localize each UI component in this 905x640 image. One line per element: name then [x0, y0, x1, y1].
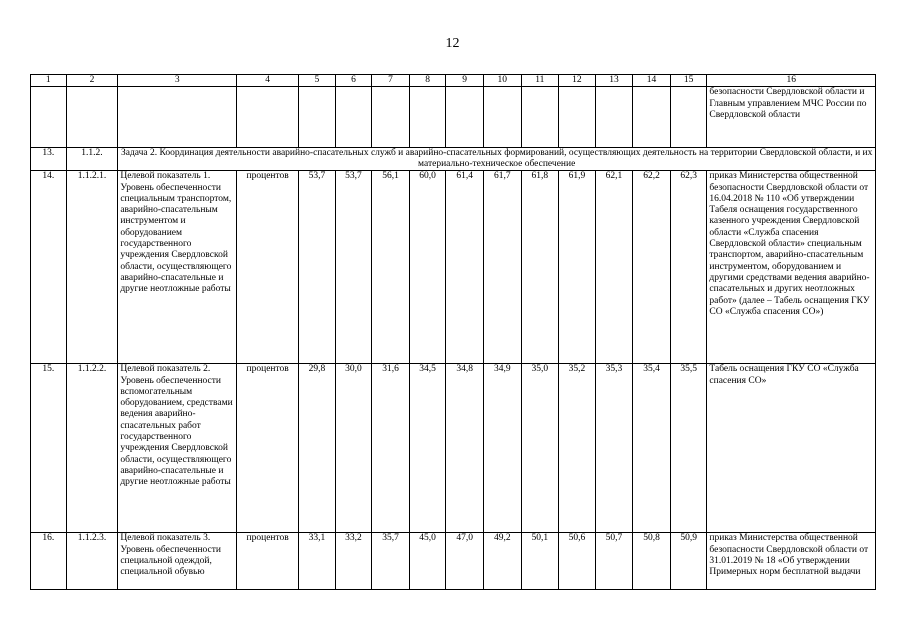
task-row	[31, 148, 876, 171]
row-number-cell: 13.	[31, 148, 67, 171]
header-cell: 15	[670, 75, 707, 87]
value-cell: 60,0	[409, 171, 446, 364]
value-cell: 62,1	[595, 171, 633, 364]
header-cell: 5	[299, 75, 336, 87]
empty-cell	[595, 87, 633, 148]
value-cell: 62,2	[633, 171, 671, 364]
value-cell: 31,6	[372, 364, 410, 533]
row-number-cell: 15.	[31, 364, 67, 533]
value-cell: 50,1	[521, 533, 559, 590]
value-cell: 61,4	[446, 171, 484, 364]
source-cell: безопасности Свердловской области и Главным управлением МЧС России по Свердловской области	[707, 87, 876, 148]
continuation-row	[31, 87, 876, 148]
source-cell: приказ Министерства общественной безопасности Свердловской области от 16.04.2018 № 110 «Об утверждении Табеля оснащения государственного казенного учреждения Свердловской области «Служба спасения Свердловской области» специальным транспортом, аварийно-спасательным инструментом, оборудованием и другими средствами ведения аварийно-спасательных и других неотложных работ» (далее – Табель оснащения ГКУ СО «Служба спасения СО»)	[707, 171, 876, 364]
header-cell: 7	[372, 75, 410, 87]
value-cell: 29,8	[299, 364, 336, 533]
unit-cell: процентов	[237, 171, 299, 364]
row-code-cell: 1.1.2.	[66, 148, 118, 171]
row-code-cell: 1.1.2.1.	[66, 171, 118, 364]
value-cell: 50,9	[670, 533, 707, 590]
value-cell: 34,9	[483, 364, 521, 533]
empty-cell	[372, 87, 410, 148]
empty-cell	[118, 87, 237, 148]
indicator-cell: Целевой показатель 1. Уровень обеспеченности специальным транспортом, аварийно-спасательным инструментом и оборудованием государственного учреждения Свердловской области, осуществляющего аварийно-спасательные и другие неотложные работы	[118, 171, 237, 364]
value-cell: 50,8	[633, 533, 671, 590]
empty-cell	[559, 87, 596, 148]
empty-cell	[521, 87, 559, 148]
unit-cell: процентов	[237, 533, 299, 590]
row-number-cell: 16.	[31, 533, 67, 590]
value-cell: 35,2	[559, 364, 596, 533]
empty-cell	[483, 87, 521, 148]
value-cell: 47,0	[446, 533, 484, 590]
header-cell: 14	[633, 75, 671, 87]
value-cell: 61,8	[521, 171, 559, 364]
header-cell: 2	[66, 75, 118, 87]
value-cell: 35,3	[595, 364, 633, 533]
header-cell: 4	[237, 75, 299, 87]
row-code-cell: 1.1.2.3.	[66, 533, 118, 590]
value-cell: 53,7	[299, 171, 336, 364]
empty-cell	[446, 87, 484, 148]
value-cell: 45,0	[409, 533, 446, 590]
indicators-table	[30, 74, 876, 590]
empty-cell	[299, 87, 336, 148]
value-cell: 35,7	[372, 533, 410, 590]
empty-cell	[31, 87, 67, 148]
value-cell: 56,1	[372, 171, 410, 364]
page-number: 12	[445, 36, 460, 51]
value-cell: 61,9	[559, 171, 596, 364]
table-row	[31, 533, 876, 590]
empty-cell	[335, 87, 372, 148]
value-cell: 49,2	[483, 533, 521, 590]
indicator-cell: Целевой показатель 3. Уровень обеспеченности специальной одеждой, специальной обувью	[118, 533, 237, 590]
header-cell: 11	[521, 75, 559, 87]
value-cell: 61,7	[483, 171, 521, 364]
value-cell: 33,2	[335, 533, 372, 590]
header-cell: 6	[335, 75, 372, 87]
row-number-cell: 14.	[31, 171, 67, 364]
value-cell: 35,5	[670, 364, 707, 533]
value-cell: 35,0	[521, 364, 559, 533]
empty-cell	[670, 87, 707, 148]
value-cell: 34,5	[409, 364, 446, 533]
value-cell: 53,7	[335, 171, 372, 364]
empty-cell	[633, 87, 671, 148]
value-cell: 62,3	[670, 171, 707, 364]
header-row	[31, 75, 876, 87]
empty-cell	[66, 87, 118, 148]
indicator-cell: Целевой показатель 2. Уровень обеспеченности вспомогательным оборудованием, средствами ведения аварийно-спасательных работ государственного учреждения Свердловской области, осуществляющего аварийно-спасательные и другие неотложные работы	[118, 364, 237, 533]
value-cell: 50,6	[559, 533, 596, 590]
table-row	[31, 171, 876, 364]
row-code-cell: 1.1.2.2.	[66, 364, 118, 533]
header-cell: 13	[595, 75, 633, 87]
value-cell: 35,4	[633, 364, 671, 533]
value-cell: 50,7	[595, 533, 633, 590]
header-cell: 12	[559, 75, 596, 87]
empty-cell	[409, 87, 446, 148]
header-cell: 3	[118, 75, 237, 87]
header-cell: 10	[483, 75, 521, 87]
header-cell: 8	[409, 75, 446, 87]
value-cell: 34,8	[446, 364, 484, 533]
table-row	[31, 364, 876, 533]
header-cell: 16	[707, 75, 876, 87]
unit-cell: процентов	[237, 364, 299, 533]
source-cell: приказ Министерства общественной безопасности Свердловской области от 31.01.2019 № 18 «Об утверждении Примерных норм бесплатной выдачи	[707, 533, 876, 590]
task-title-cell: Задача 2. Координация деятельности аварийно-спасательных служб и аварийно-спасательных формирований, осуществляющих деятельность на территории Свердловской области, и их материально-техническое обеспечение	[118, 148, 876, 171]
value-cell: 33,1	[299, 533, 336, 590]
source-cell: Табель оснащения ГКУ СО «Служба спасения СО»	[707, 364, 876, 533]
header-cell: 9	[446, 75, 484, 87]
value-cell: 30,0	[335, 364, 372, 533]
empty-cell	[237, 87, 299, 148]
header-cell: 1	[31, 75, 67, 87]
